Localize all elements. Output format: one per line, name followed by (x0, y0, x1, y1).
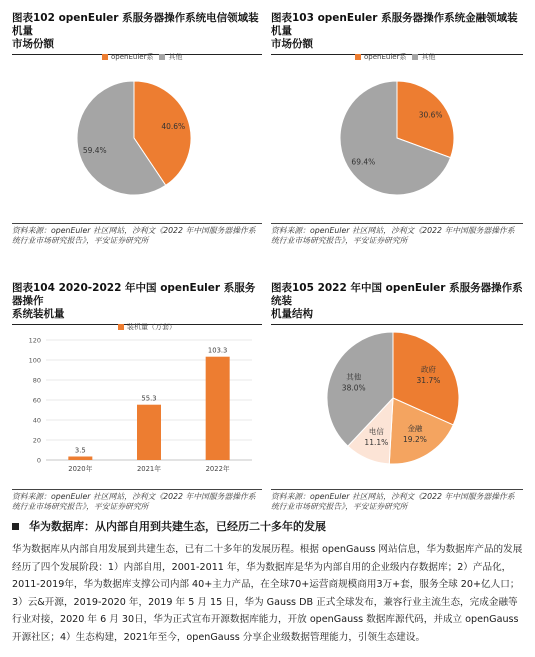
legend-label: 装机量（万套） (127, 323, 176, 331)
slice-value-label: 31.7% (416, 376, 441, 386)
figure-source: 资料来源：openEuler 社区网站，沙利文《2022 年中国服务器操作系 统行业市场研究报告》，平安证券研究所 (271, 223, 523, 246)
bar-chart-104 (12, 330, 262, 490)
bar-value-label: 3.5 (74, 446, 86, 455)
figure-source: 资料来源：openEuler 社区网站，沙利文《2022 年中国服务器操作系 统行业市场研究报告》，平安证券研究所 (12, 489, 262, 512)
chart-legend (102, 52, 188, 62)
section-heading-text: 华为数据库：从内部自用到共建生态，已经历二十多年的发展 (29, 520, 326, 533)
slice-value-label: 30.6% (418, 110, 443, 120)
slice-name-label: 政府 (420, 365, 436, 375)
pie-chart-105 (271, 314, 523, 489)
legend-label: 其他 (168, 53, 183, 61)
slice-value-label: 69.4% (351, 157, 376, 167)
y-tick-label: 0 (36, 456, 41, 465)
y-tick-label: 40 (32, 416, 41, 425)
figure-title: 图表102 openEuler 系服务器操作系统电信领域装机量 市场份额 (12, 12, 262, 55)
chart-legend (355, 52, 441, 62)
pie-chart-103 (271, 67, 523, 217)
y-tick-label: 80 (32, 376, 41, 385)
y-tick-label: 60 (32, 396, 41, 405)
legend-swatch (355, 54, 361, 60)
legend-swatch (412, 54, 418, 60)
slice-value-label: 59.4% (82, 145, 107, 155)
slice-value-label: 19.2% (403, 435, 427, 445)
slice-name-label: 其他 (346, 372, 362, 382)
figure-title: 图表103 openEuler 系服务器操作系统金融领域装机量 市场份额 (271, 12, 523, 55)
bullet-square-icon (12, 523, 19, 530)
y-tick-label: 100 (28, 356, 41, 365)
figure-104 (12, 282, 262, 512)
x-tick-label: 2021年 (136, 465, 162, 473)
slice-name-label: 金融 (407, 424, 423, 434)
figure-source: 资料来源：openEuler 社区网站，沙利文《2022 年中国服务器操作系 统行业市场研究报告》，平安证券研究所 (271, 489, 523, 512)
figure-source: 资料来源：openEuler 社区网站，沙利文《2022 年中国服务器操作系 统行业市场研究报告》，平安证券研究所 (12, 223, 262, 246)
slice-value-label: 40.6% (161, 122, 186, 132)
y-tick-label: 20 (32, 436, 41, 445)
legend-label: openEuler系 (364, 53, 407, 61)
slice-value-label: 38.0% (341, 383, 366, 393)
x-tick-label: 2020年 (68, 465, 93, 473)
slice-value-label: 11.1% (364, 437, 389, 447)
figure-title: 图表105 2022 年中国 openEuler 系服务器操作系统装 机量结构 (271, 282, 523, 325)
legend-label: openEuler系 (111, 53, 154, 61)
section-heading (12, 518, 523, 534)
bar-value-label: 103.3 (207, 346, 228, 355)
bar-value-label: 55.3 (141, 394, 157, 403)
figure-103 (271, 12, 523, 252)
figure-title: 图表104 2020-2022 年中国 openEuler 系服务器操作 系统装机量 (12, 282, 262, 325)
x-tick-label: 2022年 (205, 465, 230, 473)
slice-name-label: 电信 (368, 426, 384, 436)
y-tick-label: 120 (28, 336, 41, 345)
legend-swatch (159, 54, 165, 60)
bar (68, 457, 92, 461)
body-paragraph: 华为数据库从内部自用发展到共建生态，已有二十多年的发展历程。根据 openGauss 网站信息，华为数据库产品的发展经历了四个发展阶段：1）内部自用，2001-2011 年，华为数据库是华为内部自用的企业级内存数据库；2）产品化，2011-2019年，华为数据库支撑公司内部 40+主力产品，在全球70+运营商规模商用3万+套，服务全球 20+亿人口；3）云&开源，2019-2020 年，2019 年 5 月 15 日，华为 Gauss DB 正式全球发布，兼容行业主流生态，完成金融等行业对接，2020 年 6 月 30日，华为正式宣布开源数据库能力，开放 openGauss 数据库源代码，并成立 openGauss 开源社区；4）生态构建，2021年至今，openGauss 分享企业级数据管理能力，引领生态建设。 (12, 544, 523, 643)
legend-label: 其他 (421, 53, 436, 61)
pie-chart-102 (12, 67, 262, 217)
figure-105 (271, 282, 523, 512)
bar (206, 357, 230, 460)
legend-swatch (102, 54, 108, 60)
bar (137, 405, 161, 460)
figure-102 (12, 12, 262, 252)
